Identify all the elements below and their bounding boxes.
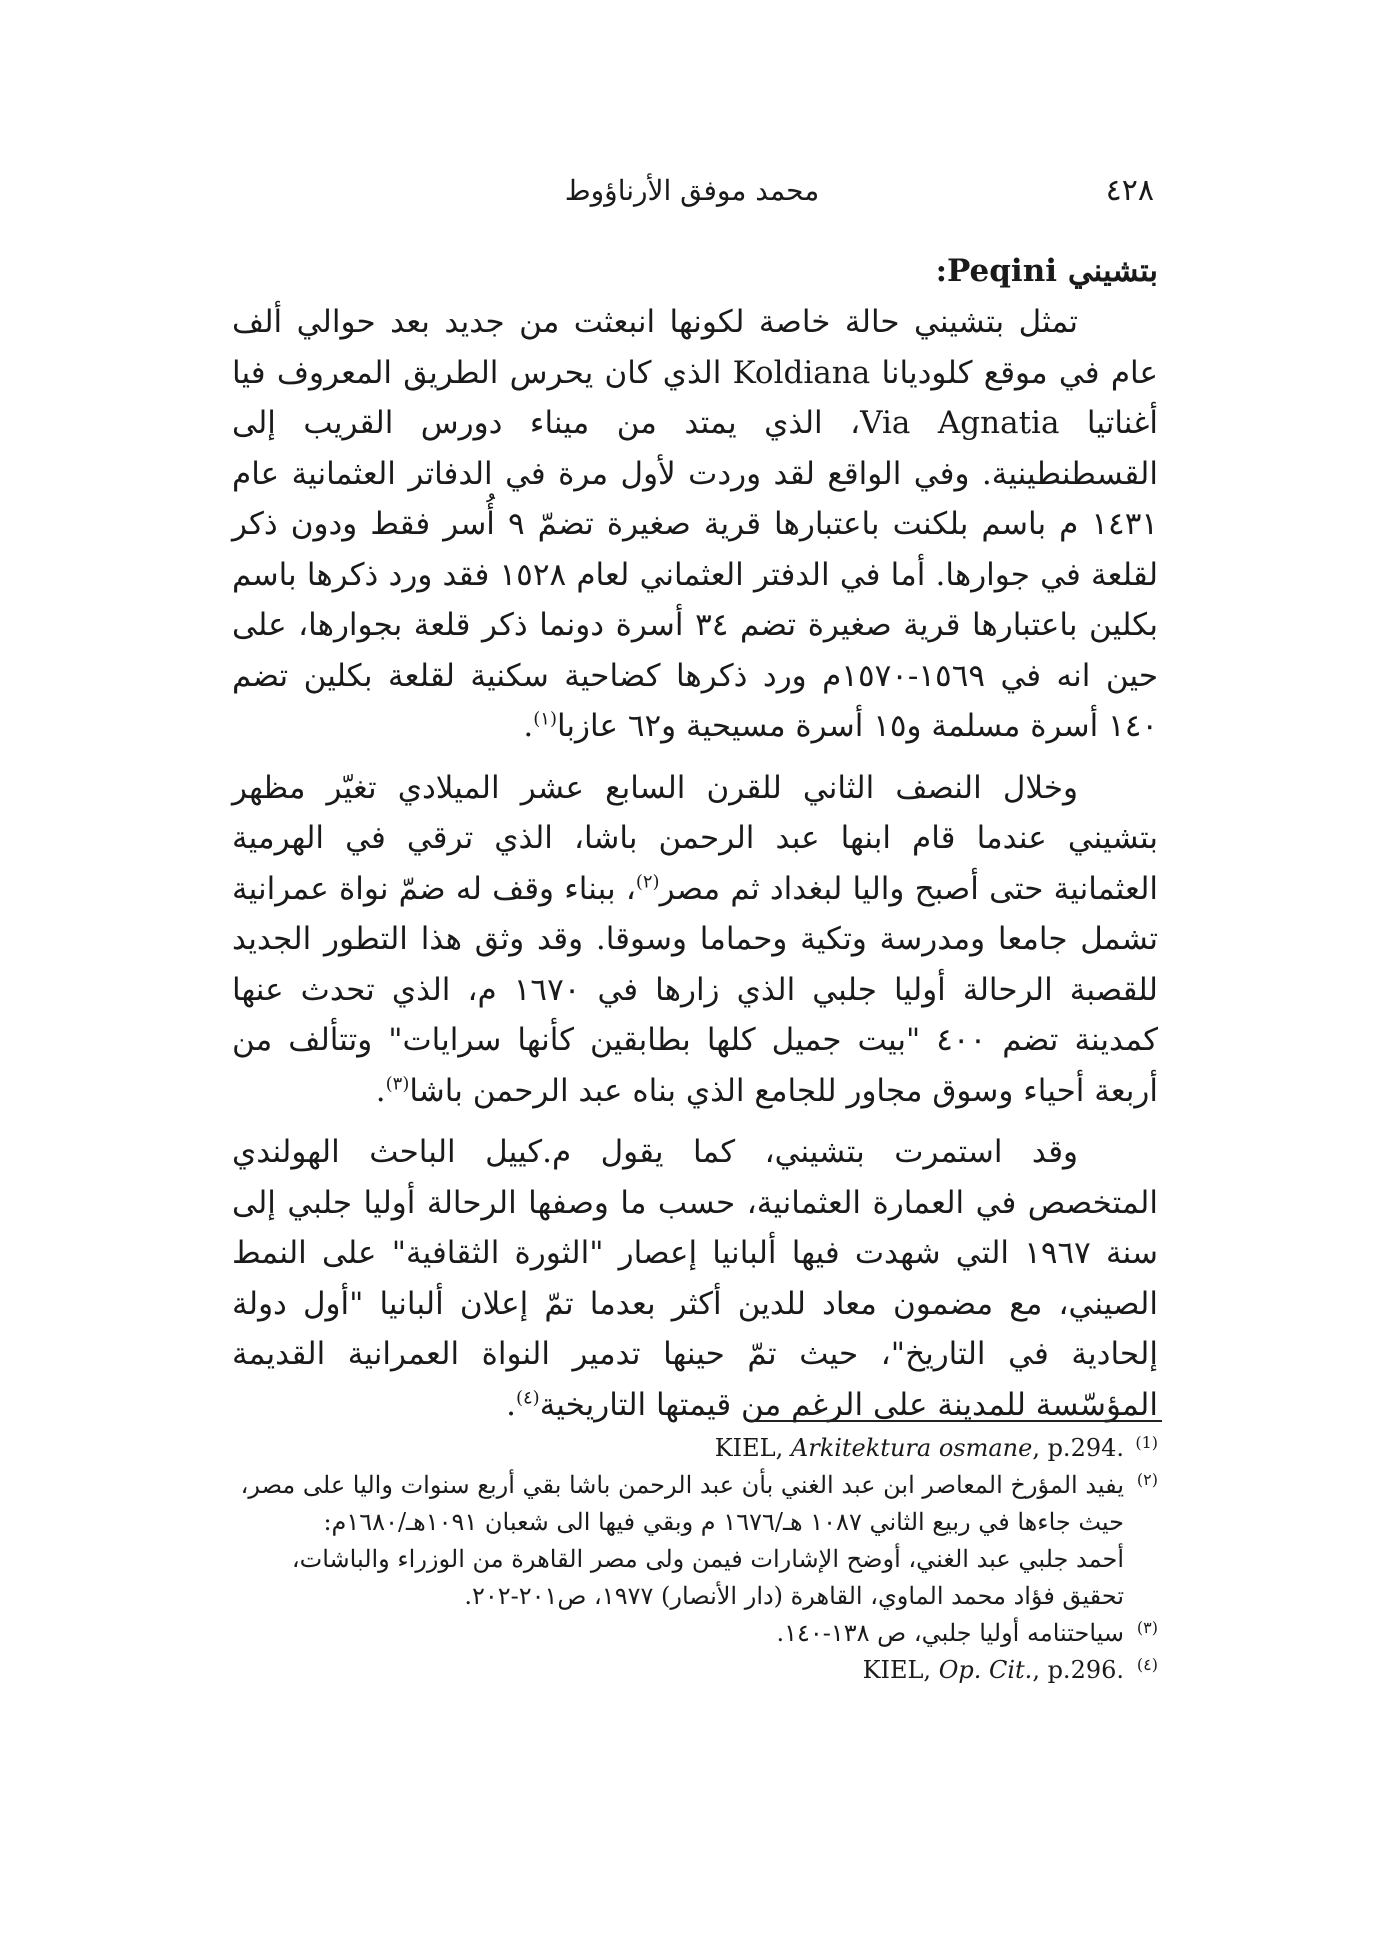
footnote-ref-2: (٢) (635, 871, 660, 893)
footnote-2 (232, 1467, 1158, 1615)
page-number: ٤٢٨ (1105, 172, 1154, 208)
paragraph-3-text: وقد استمرت بتشيني، كما يقول م.كييل الباحث الهولندي المتخصص في العمارة العثمانية، حسب ما وصفها الرحالة أوليا جلبي إلى سنة ١٩٦٧ التي شهدت فيها ألبانيا إعصار "الثورة الثقافية" على النمط الصيني، مع مضمون معاد للدين أكثر بعدما تمّ إعلان ألبانيا "أول دولة إلحادية في التاريخ"، حيث تمّ حينها تدمير النواة العمرانية القديمة المؤسّسة للمدينة على الرغم من قيمتها التاريخية (232, 1134, 1158, 1423)
heading-arabic: بتشيني (1067, 253, 1158, 289)
paragraph-2-period: . (375, 1072, 386, 1109)
footnote-ref-1: (١) (533, 708, 557, 730)
footnote-2-line: يفيد المؤرخ المعاصر ابن عبد الغني بأن عبد الرحمن باشا بقي أربع سنوات واليا على مصر، (240, 1471, 1124, 1499)
footnote-1-author: KIEL, (714, 1434, 784, 1462)
footnote-4-author: KIEL, (862, 1656, 932, 1684)
footnote-4-page: , p.296. (1032, 1656, 1124, 1684)
footnote-4 (232, 1652, 1158, 1689)
footnote-1-citation (715, 1434, 1124, 1462)
footnote-3-mark: (٣) (1136, 1618, 1158, 1637)
running-title: محمد موفق الأرناؤوط (564, 173, 820, 207)
paragraph-2 (232, 763, 1158, 1117)
footnote-2-line: تحقيق فؤاد محمد الماوي، القاهرة (دار الأنصار) ١٩٧٧، ص٢٠١-٢٠٢. (464, 1582, 1124, 1610)
footnote-1 (232, 1430, 1158, 1467)
section-heading (232, 245, 1158, 297)
footnote-separator (750, 1420, 1162, 1422)
footnote-ref-3: (٣) (385, 1073, 410, 1095)
heading-colon: : (935, 253, 948, 289)
footnote-2-mark: (٢) (1136, 1470, 1158, 1489)
paragraph-1-text: تمثل بتشيني حالة خاصة لكونها انبعثت من جديد بعد حوالي ألف عام في موقع كلوديانا Koldiana الذي كان يحرس الطريق المعروف فيا أغناتيا Via Agnatia، الذي يمتد من ميناء دورس القريب إلى القسطنطينية. وفي الواقع لقد وردت لأول مرة في الدفاتر العثمانية عام ١٤٣١ م باسم بلكنت باعتبارها قرية صغيرة تضمّ ٩ أُسر فقط ودون ذكر لقلعة في جوارها. أما في الدفتر العثماني لعام ١٥٢٨ فقد ورد ذكرها باسم بكلين باعتبارها قرية صغيرة تضم ٣٤ أسرة دونما ذكر قلعة بجوارها، على حين انه في ١٥٦٩-١٥٧٠م ورد ذكرها كضاحية سكنية لقلعة بكلين تضم ١٤٠ أسرة مسلمة و١٥ أسرة مسيحية و٦٢ عازبا (232, 304, 1159, 744)
footnote-1-mark: (1) (1135, 1433, 1158, 1452)
footnote-2-line: أحمد جلبي عبد الغني، أوضح الإشارات فيمن ولى مصر القاهرة من الوزراء والباشات، (291, 1545, 1124, 1573)
footnote-4-citation (863, 1656, 1124, 1684)
main-text (232, 245, 1158, 1441)
heading-latin: Peqini (947, 253, 1058, 289)
footnote-1-page: , p.294. (1032, 1434, 1124, 1462)
page-header (230, 168, 1154, 212)
paragraph-2-text-a: وخلال النصف الثاني للقرن السابع عشر الميلادي تغيّر مظهر بتشيني عندما قام ابنها عبد الرحمن باشا، الذي ترقي في الهرمية العثمانية حتى أصبح واليا لبغداد ثم مصر (232, 769, 1158, 907)
footnote-ref-4: (٤) (515, 1387, 540, 1409)
footnotes (232, 1430, 1158, 1689)
footnote-3 (232, 1615, 1158, 1652)
paragraph-3 (232, 1127, 1158, 1430)
paragraph-1-period: . (523, 708, 534, 744)
footnote-2-line: حيث جاءها في ربيع الثاني ١٠٨٧ هـ/١٦٧٦ م وبقي فيها الى شعبان ١٠٩١هـ/١٦٨٠م: (323, 1508, 1124, 1536)
paragraph-2-text-b: ، ببناء وقف له ضمّ نواة عمرانية تشمل جامعا ومدرسة وتكية وحماما وسوقا. وقد وثق هذا التطور الجديد للقصبة الرحالة أوليا جلبي الذي زارها في ١٦٧٠ م، الذي تحدث عنها كمدينة تضم ٤٠٠ "بيت جميل كلها بطابقين كأنها سرايات" وتتألف من أربعة أحياء وسوق مجاور للجامع الذي بناه عبد الرحمن باشا (232, 870, 1159, 1109)
footnote-3-text: سياحتنامه أوليا جلبي، ص ١٣٨-١٤٠. (776, 1619, 1124, 1647)
paragraph-3-period: . (506, 1386, 516, 1423)
footnote-4-mark: (٤) (1136, 1655, 1158, 1674)
paragraph-1 (232, 297, 1158, 752)
footnote-1-title: Arkitektura osmane (790, 1434, 1033, 1462)
footnote-4-title: Op. Cit. (938, 1656, 1033, 1684)
